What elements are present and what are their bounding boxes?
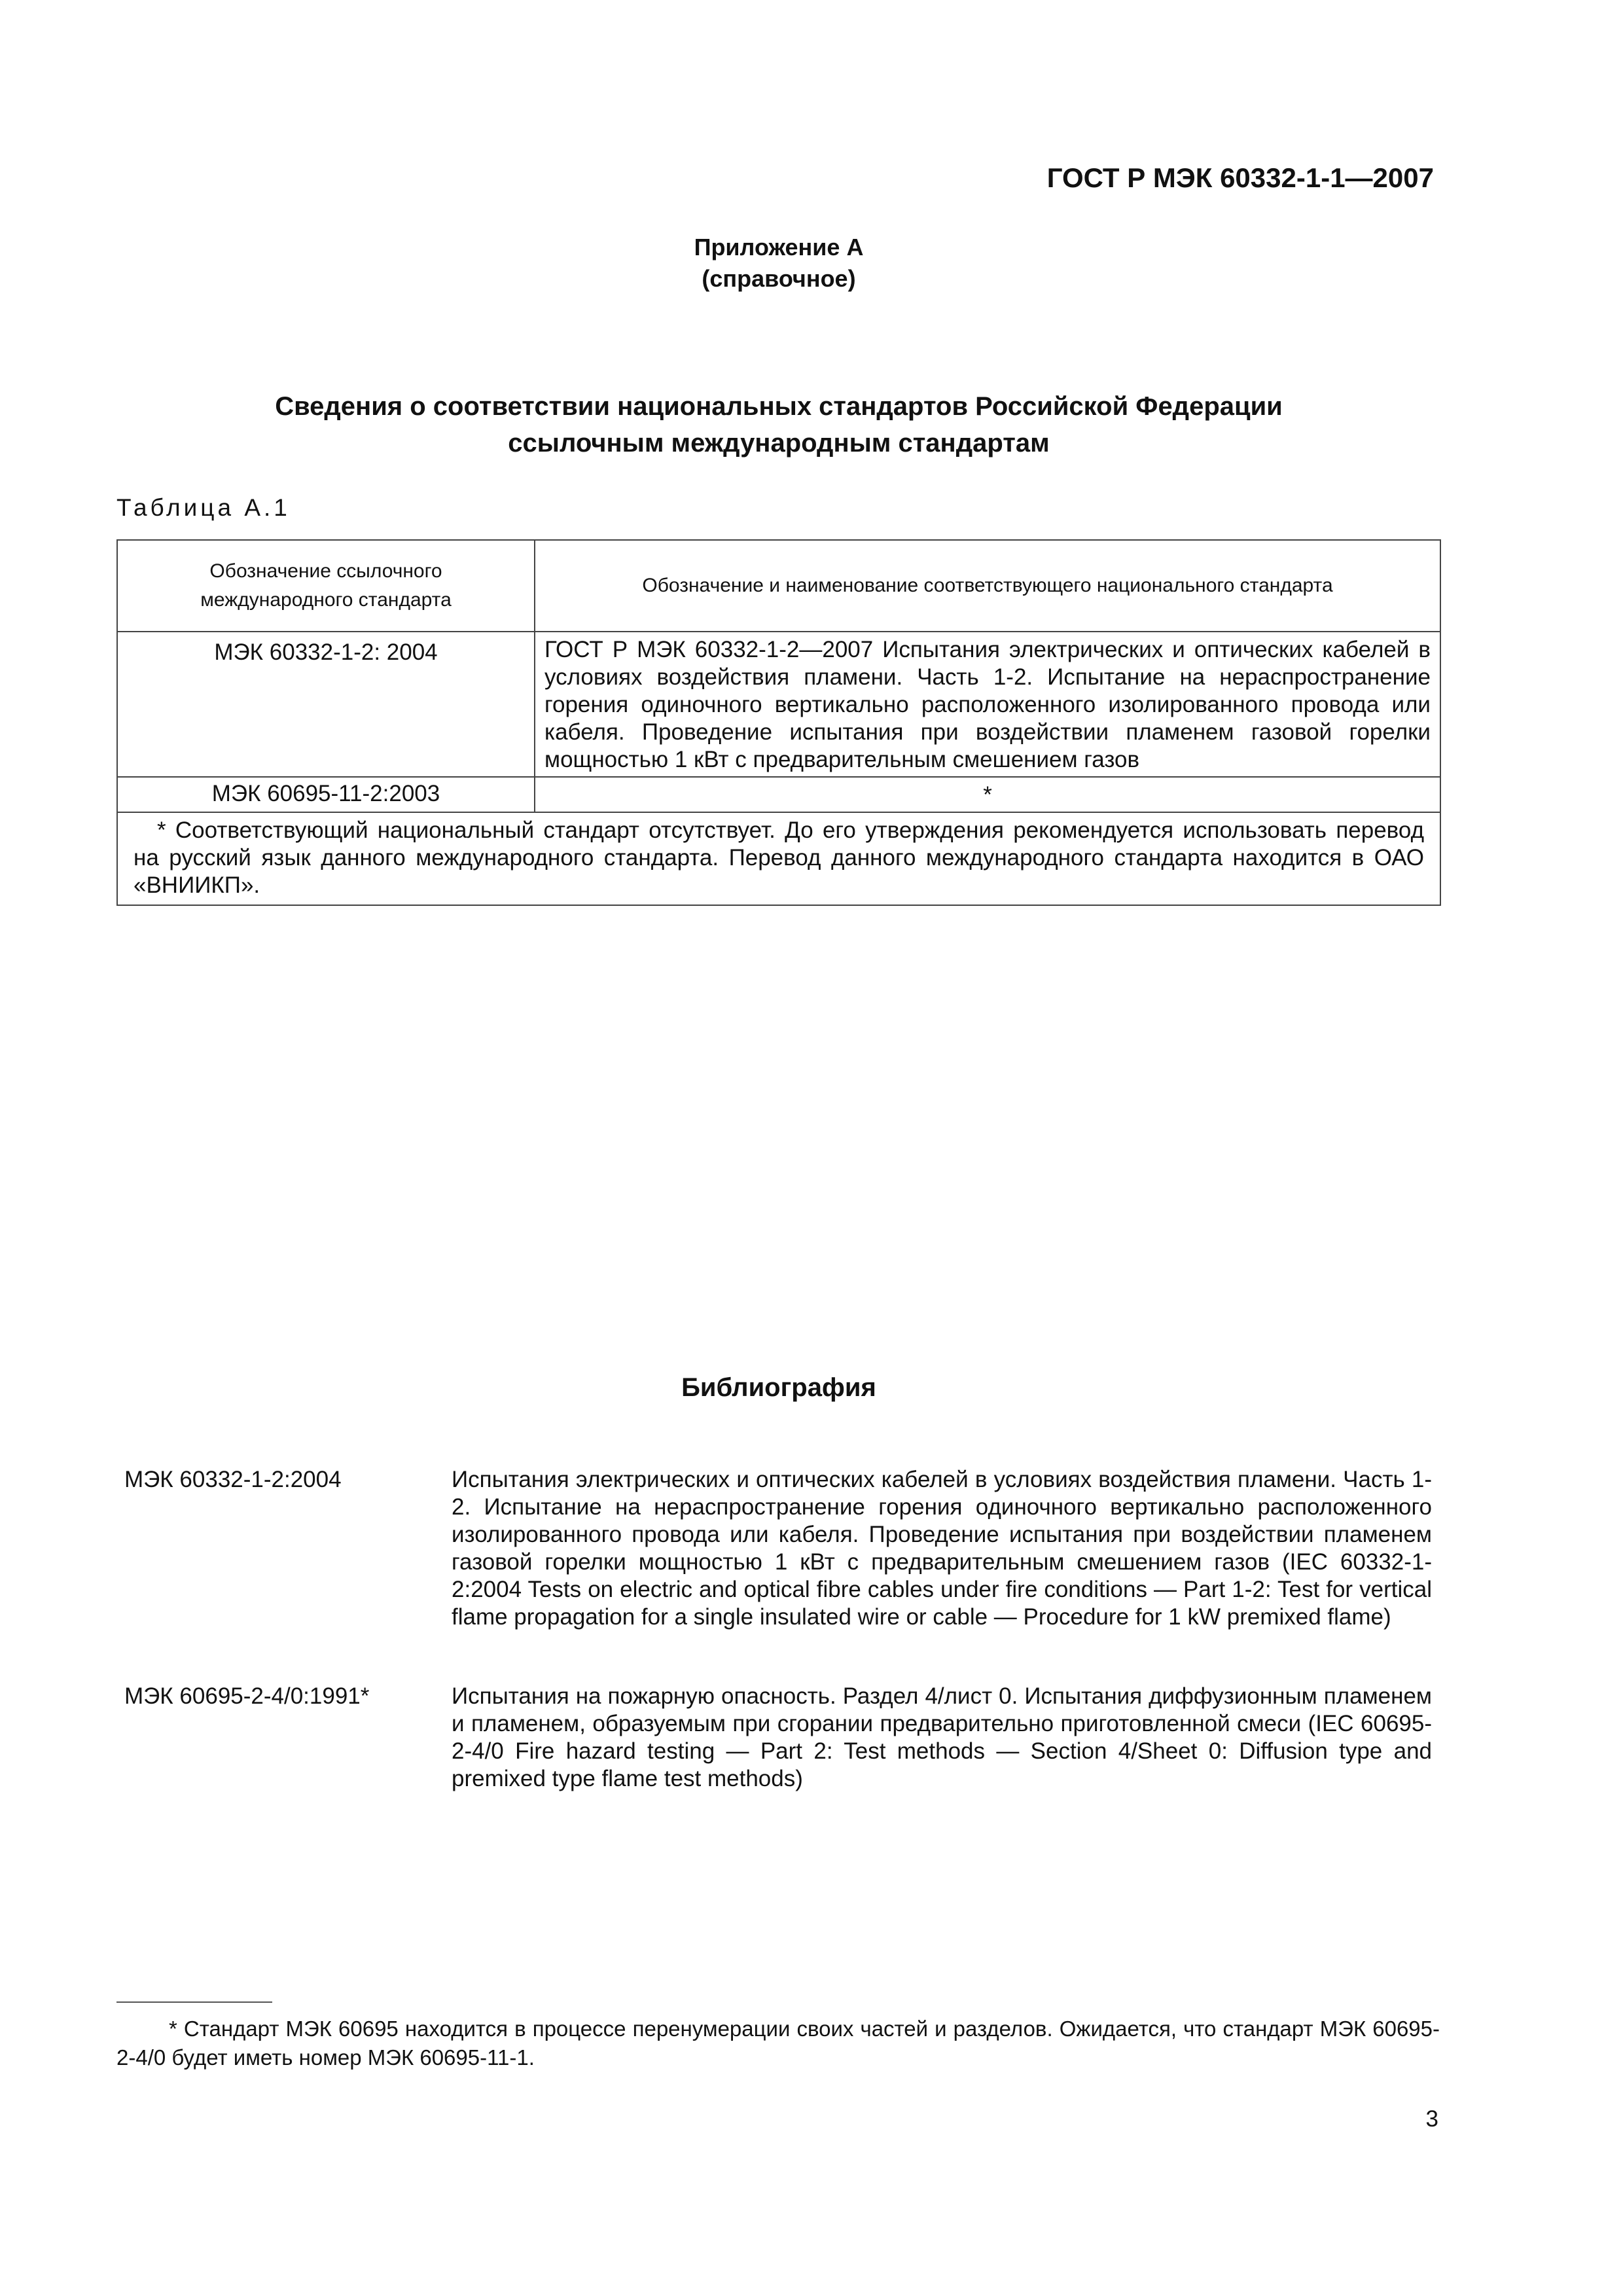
section-title-line2: ссылочным международным стандартам [508,429,1050,457]
bib-entry-text: Испытания электрических и оптических кабелей в условиях воздействия пламени. Часть 1-2. Испытание на нераспространение горения одиночного вертикально расположенного изолированного провода или кабеля. Проведение испытания при воздействии пламенем газовой горелки мощностью 1 кВт с предварительным смешением газов (IEC 60332-1-2:2004 Tests on electric and optical fibre cables under fire conditions — Part 1-2: Test for vertical flame propagation for a single insulated wire or cable — Procedure for 1 kW premixed flame) [452,1467,1432,1630]
header-ref-line2: международного стандарта [200,589,452,611]
table-header-row [117,540,1440,632]
bib-entry-ref: МЭК 60695-2-4/0:1991* [124,1683,370,1709]
page-footnote: * Стандарт МЭК 60695 находится в процессе перенумерации своих частей и разделов. Ожидается, что стандарт МЭК 60695-2-4/0 будет иметь номер МЭК 60695-11-1. [116,2017,1440,2070]
section-title-line1: Сведения о соответствии национальных стандартов Российской Федерации [275,392,1283,421]
appendix-title: Приложение А [694,234,864,260]
correspondence-table [116,539,1441,906]
cell-national: ГОСТ Р МЭК 60332-1-2—2007 Испытания электрических и оптических кабелей в условиях воздействия пламени. Часть 1-2. Испытание на нераспространение горения одиночного вертикально расположенного изолированного провода или кабеля. Проведение испытания при воздействии пламенем газовой горелки мощностью 1 кВт с предварительным смешением газов [535,632,1440,777]
bib-entry-ref: МЭК 60332-1-2:2004 [124,1467,342,1492]
document-code: ГОСТ Р МЭК 60332-1-1—2007 [1046,162,1434,193]
bib-entry-text: Испытания на пожарную опасность. Раздел 4/лист 0. Испытания диффузионным пламенем и пламенем, образуемым при сгорании предварительно приготовленной смеси (IEC 60695-2-4/0 Fire hazard testing — Part 2: Test methods — Section 4/Sheet 0: Diffusion type and premixed type flame test methods) [452,1683,1432,1791]
appendix-status: (справочное) [702,265,856,292]
header-ref-standard [117,540,535,632]
table-caption: Таблица А.1 [116,494,291,521]
table-footnote: * Соответствующий национальный стандарт отсутствует. До его утверждения рекомендуется использовать перевод на русский язык данного международного стандарта. Перевод данного международного стандарта находится в ОАО «ВНИИКП». [117,812,1440,905]
cell-national: * [535,777,1440,812]
page-number: 3 [1425,2106,1438,2132]
header-ref-line1: Обозначение ссылочного [209,560,442,582]
table-footnote-row [117,812,1440,905]
table-row [117,777,1440,812]
cell-ref: МЭК 60332-1-2: 2004 [117,632,535,777]
cell-ref: МЭК 60695-11-2:2003 [117,777,535,812]
table-row [117,632,1440,777]
header-national-standard: Обозначение и наименование соответствующего национального стандарта [535,540,1440,632]
footnote-separator [116,2001,272,2003]
bibliography-title: Библиография [681,1373,876,1402]
